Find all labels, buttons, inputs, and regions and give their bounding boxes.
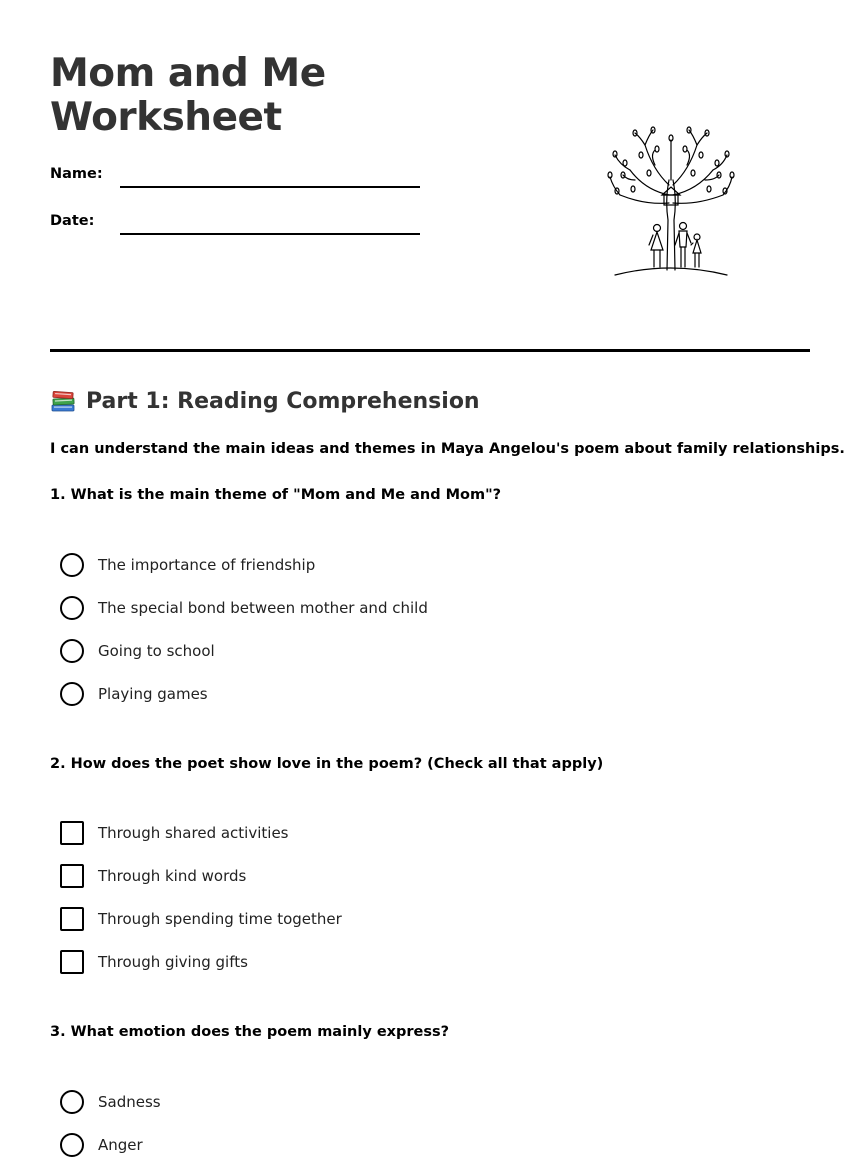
- option-label: Going to school: [98, 642, 215, 660]
- radio-button[interactable]: [60, 1090, 84, 1114]
- part1-heading: [50, 388, 480, 414]
- q3-option-1[interactable]: [60, 1090, 161, 1114]
- question-1: 1. What is the main theme of "Mom and Me and Mom"?: [50, 487, 502, 503]
- option-label: Anger: [98, 1136, 143, 1154]
- option-label: The importance of friendship: [98, 556, 316, 574]
- date-label: Date:: [50, 213, 95, 229]
- learning-objective: I can understand the main ideas and themes in Maya Angelou's poem about family relationships.: [50, 441, 845, 457]
- q2-option-4[interactable]: [60, 950, 248, 974]
- radio-button[interactable]: [60, 1133, 84, 1157]
- radio-button[interactable]: [60, 553, 84, 577]
- q2-option-1[interactable]: [60, 821, 288, 845]
- radio-button[interactable]: [60, 639, 84, 663]
- checkbox[interactable]: [60, 950, 84, 974]
- option-label: Through spending time together: [98, 910, 342, 928]
- radio-button[interactable]: [60, 596, 84, 620]
- option-label: The special bond between mother and child: [98, 599, 428, 617]
- section-divider: [50, 349, 810, 352]
- checkbox[interactable]: [60, 821, 84, 845]
- option-label: Sadness: [98, 1093, 161, 1111]
- books-icon: [50, 388, 76, 414]
- checkbox[interactable]: [60, 907, 84, 931]
- option-label: Through shared activities: [98, 824, 289, 842]
- name-label: Name:: [50, 166, 103, 182]
- option-label: Through kind words: [98, 867, 247, 885]
- question-2: 2. How does the poet show love in the poem? (Check all that apply): [50, 756, 604, 772]
- option-label: Through giving gifts: [98, 953, 248, 971]
- q2-option-3[interactable]: [60, 907, 342, 931]
- name-field-line[interactable]: [120, 186, 420, 188]
- q1-option-4[interactable]: [60, 682, 208, 706]
- q3-option-2[interactable]: [60, 1133, 143, 1157]
- part1-title: Part 1: Reading Comprehension: [86, 388, 480, 414]
- title-line-1: Mom and Me: [50, 51, 326, 96]
- date-field-line[interactable]: [120, 233, 420, 235]
- checkbox[interactable]: [60, 864, 84, 888]
- q1-option-1[interactable]: [60, 553, 315, 577]
- worksheet-title: [50, 52, 326, 140]
- q1-option-3[interactable]: [60, 639, 215, 663]
- title-line-2: Worksheet: [50, 95, 282, 140]
- q2-option-2[interactable]: [60, 864, 246, 888]
- question-3: 3. What emotion does the poem mainly express?: [50, 1024, 450, 1040]
- radio-button[interactable]: [60, 682, 84, 706]
- family-tree-illustration: [605, 125, 735, 280]
- option-label: Playing games: [98, 685, 208, 703]
- q1-option-2[interactable]: [60, 596, 428, 620]
